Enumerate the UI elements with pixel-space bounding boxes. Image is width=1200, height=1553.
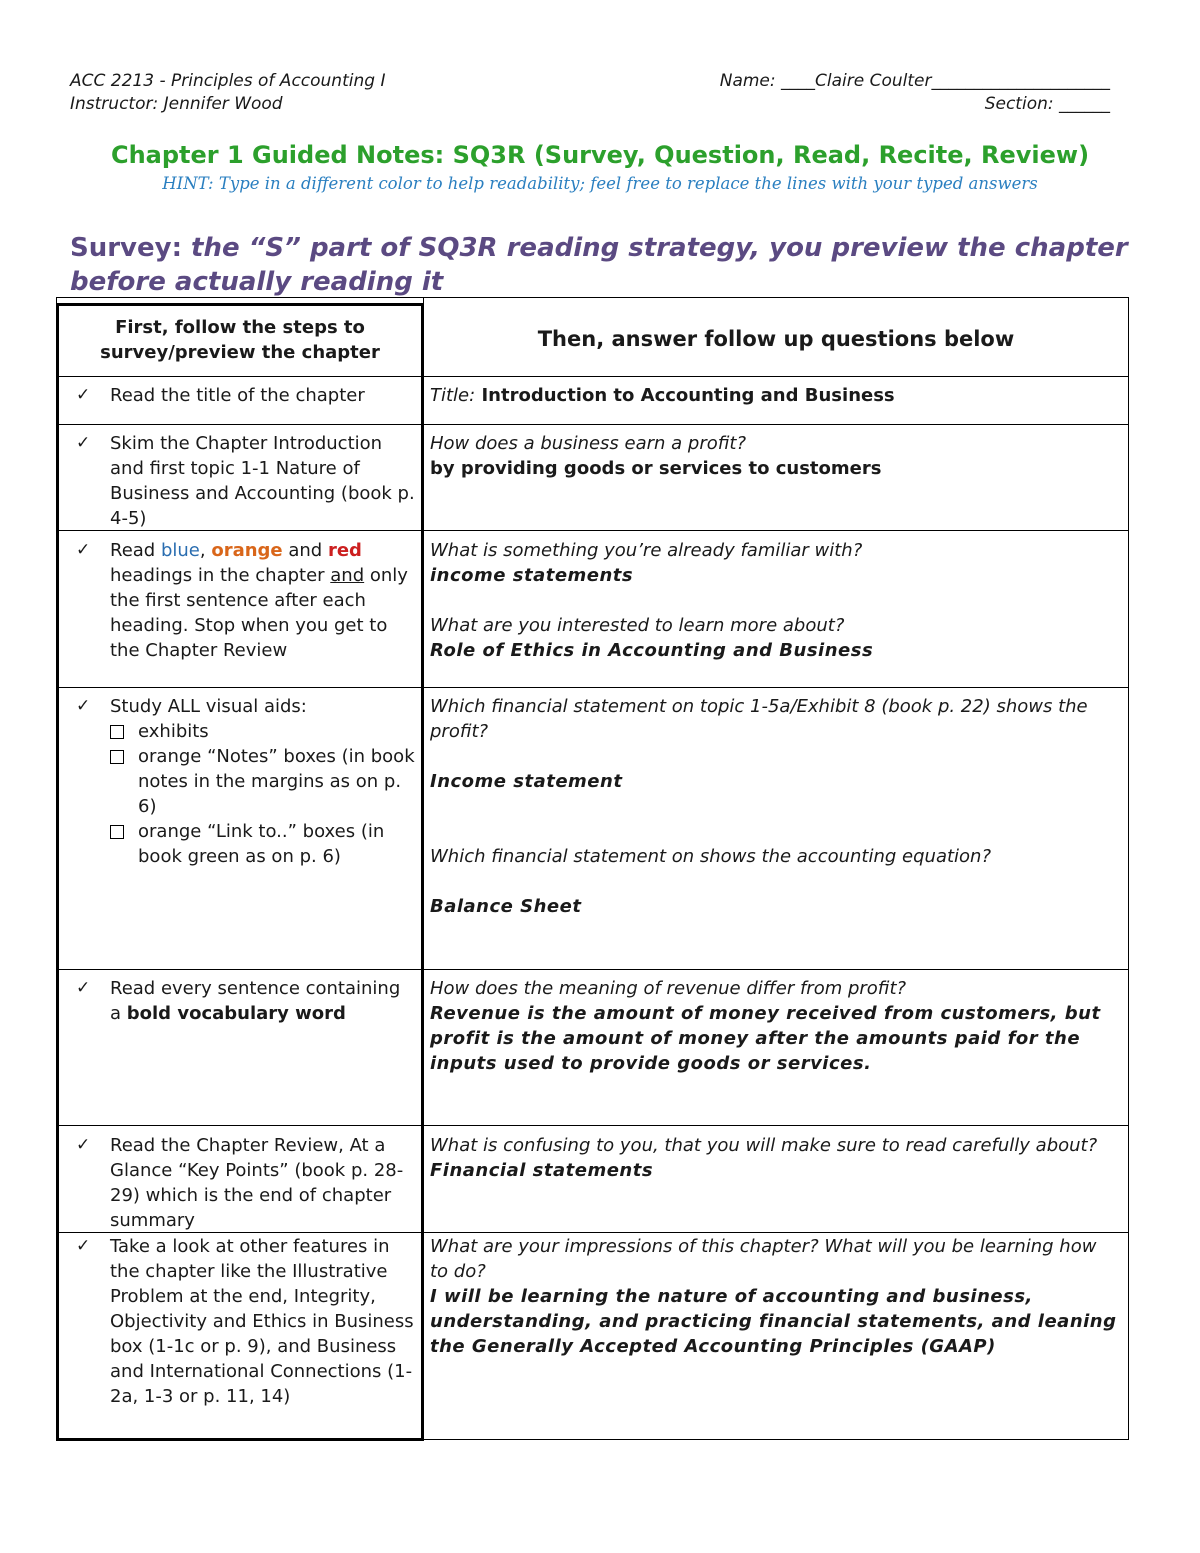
student-name: Name: ____Claire Coulter_____________________ [719,71,1110,91]
table-row-answer [430,1133,1120,1183]
checkmark-icon: ✓ [76,433,91,453]
survey-heading [70,231,1140,299]
question-text: Which financial statement on shows the accounting equation? [430,846,992,867]
step-text: Read blue, orange and red headings in the chapter and only the first sentence after each heading. Stop when you get to the Chapter Review [110,540,408,661]
column-divider [423,297,424,1440]
notes-table [56,297,1129,1440]
table-row-step [76,1133,416,1233]
answer-text: Revenue is the amount of money received from customers, but profit is the amount of money after the amounts paid for the inputs used to provide goods or services. [430,1003,1101,1074]
instructor-name: Instructor: Jennifer Wood [70,94,283,114]
row-divider [56,424,1129,425]
chapter-title-answer: Introduction to Accounting and Business [475,385,895,406]
answer-text: Balance Sheet [430,896,582,917]
step-text: Read every sentence containing a bold vocabulary word [110,978,401,1024]
question-text: What is something you’re already familiar with? [430,540,863,561]
checkmark-icon: ✓ [76,385,91,405]
answer-text: Income statement [430,771,623,792]
question-text: What are your impressions of this chapter? What will you be learning how to do? [430,1236,1097,1282]
checkmark-icon: ✓ [76,1236,91,1256]
course-name: ACC 2213 - Principles of Accounting I [70,71,386,91]
steps-column-header: First, follow the steps to survey/preview the chapter [100,317,380,363]
step-text: Read the title of the chapter [110,385,365,406]
step-text: Skim the Chapter Introduction and first topic 1-1 Nature of Business and Accounting (book p. 4-5) [110,433,415,529]
step-text: Take a look at other features in the chapter like the Illustrative Problem at the end, Integrity, Objectivity and Ethics in Business box (1-1c or p. 9), and Business and International Connections (1-2a, 1-3 or p. 11, 14) [110,1236,414,1407]
table-row-answer [430,538,1120,663]
table-row-step [76,538,416,663]
row-divider [56,969,1129,970]
document-header [70,70,1110,116]
table-row-answer [430,431,1120,481]
section-field: Section: ______ [984,94,1110,114]
checkbox-icon [110,750,124,764]
table-row-step [76,431,416,531]
answers-column-header: Then, answer follow up questions below [537,327,1015,351]
hint-text: HINT: Type in a different color to help readability; feel free to replace the lines with your typed answers [162,174,1038,193]
row-divider [56,1125,1129,1126]
question-text: How does a business earn a profit? [430,433,746,454]
table-row-step [76,694,416,869]
checkmark-icon: ✓ [76,540,91,560]
row-divider [56,687,1129,688]
page-title: Chapter 1 Guided Notes: SQ3R (Survey, Question, Read, Recite, Review) [110,141,1090,169]
step-text: Study ALL visual aids: [110,696,307,717]
answer-text: I will be learning the nature of accounting and business, understanding, and practicing financial statements, and leaning the Generally Accepted Accounting Principles (GAAP) [430,1286,1117,1357]
checklist-item: exhibits [110,719,416,744]
checklist-item: orange “Notes” boxes (in book notes in the margins as on p. 6) [110,744,416,819]
answer-text: by providing goods or services to customers [430,458,882,479]
question-text: Which financial statement on topic 1-5a/Exhibit 8 (book p. 22) shows the profit? [430,696,1088,742]
survey-label: Survey: [70,233,192,263]
table-row-step [76,383,416,408]
question-text: What is confusing to you, that you will make sure to read carefully about? [430,1135,1098,1156]
table-row-answer [430,383,1120,408]
answer-text: Financial statements [430,1160,654,1181]
checklist-item: orange “Link to..” boxes (in book green as on p. 6) [110,819,416,869]
table-row-answer [430,694,1120,919]
row-divider [56,376,1129,377]
table-row-step [76,1234,416,1409]
checkmark-icon: ✓ [76,978,91,998]
checkmark-icon: ✓ [76,1135,91,1155]
title-label: Title: [430,385,476,406]
checkmark-icon: ✓ [76,696,91,716]
checkbox-icon [110,825,124,839]
table-row-step [76,976,416,1026]
survey-description: the “S” part of SQ3R reading strategy, you preview the chapter before actually reading it [70,233,1128,297]
answer-text: Role of Ethics in Accounting and Business [430,640,874,661]
table-row-answer [430,976,1120,1076]
table-row-answer [430,1234,1120,1359]
step-text: Read the Chapter Review, At a Glance “Key Points” (book p. 28-29) which is the end of chapter summary [110,1135,404,1231]
question-text: How does the meaning of revenue differ from profit? [430,978,907,999]
checkbox-icon [110,725,124,739]
answer-text: income statements [430,565,634,586]
question-text: What are you interested to learn more about? [430,615,845,636]
